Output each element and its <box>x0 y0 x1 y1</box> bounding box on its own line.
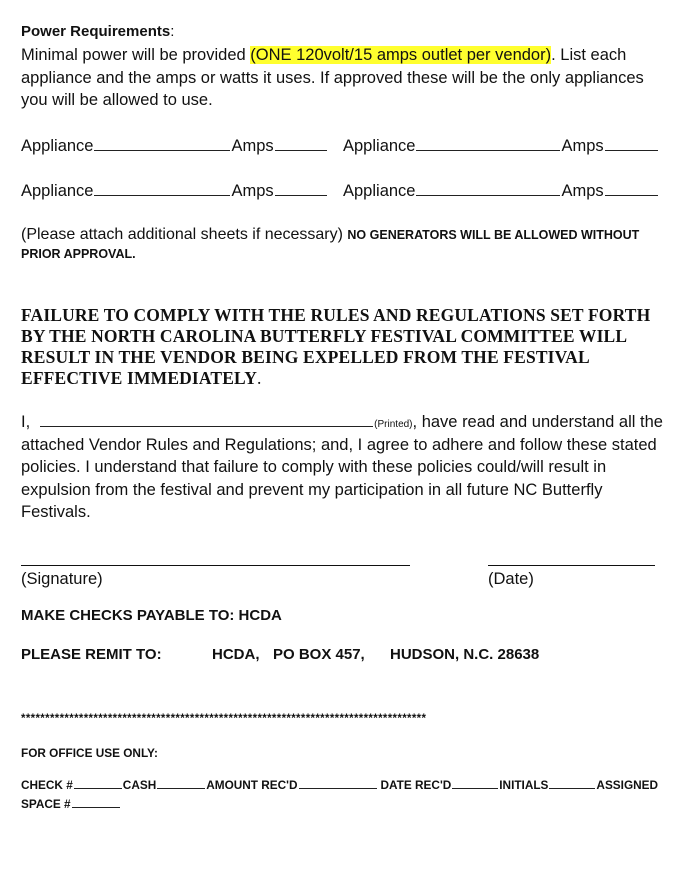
signature-line[interactable] <box>21 565 410 566</box>
power-outlet-highlight: (ONE 120volt/15 amps outlet per vendor) <box>250 46 552 64</box>
appliance-label: Appliance <box>343 182 416 200</box>
appliance-row-2-right <box>343 180 659 203</box>
amps-blank[interactable] <box>605 181 658 196</box>
appliance-blank[interactable] <box>94 136 230 151</box>
cash-blank[interactable] <box>157 777 205 789</box>
amount-blank[interactable] <box>299 777 377 789</box>
appliance-blank[interactable] <box>94 181 230 196</box>
printed-name-blank[interactable] <box>40 412 373 427</box>
initials-blank[interactable] <box>549 777 595 789</box>
appliance-label: Appliance <box>21 182 94 200</box>
warning-line4-text: EFFECTIVE IMMEDIATELY <box>21 368 258 388</box>
appliance-blank[interactable] <box>416 136 560 151</box>
attach-note-text: (Please attach additional sheets if necessary) <box>21 226 348 243</box>
agreement-line-5: Festivals. <box>21 503 91 521</box>
appliance-label: Appliance <box>343 137 416 155</box>
agreement-i: I, <box>21 413 31 431</box>
date-line[interactable] <box>488 565 655 566</box>
office-use-row <box>21 777 658 792</box>
assigned-label: ASSIGNED <box>596 778 659 792</box>
warning-line-1: FAILURE TO COMPLY WITH THE RULES AND REGULATIONS SET FORTH <box>21 305 651 325</box>
attach-note <box>21 226 639 244</box>
prior-approval-text: PRIOR APPROVAL. <box>21 247 136 261</box>
power-heading-text: Power Requirements <box>21 23 171 40</box>
amps-label: Amps <box>231 137 274 155</box>
appliance-blank[interactable] <box>416 181 560 196</box>
space-row <box>21 796 121 811</box>
signature-label: (Signature) <box>21 570 103 588</box>
agreement-line1-post: , have read and understand all the <box>412 413 663 431</box>
cash-label: CASH <box>122 778 157 792</box>
check-label: CHECK # <box>21 778 73 792</box>
space-label: SPACE # <box>21 797 71 811</box>
warning-line4-end: . <box>257 368 262 388</box>
agreement-line-4: expulsion from the festival and prevent my participation in all future NC Butterfly <box>21 481 603 499</box>
power-requirements-heading <box>21 23 174 40</box>
power-line-3: you will be allowed to use. <box>21 91 213 109</box>
warning-line-2: BY THE NORTH CAROLINA BUTTERFLY FESTIVAL COMMITTEE WILL <box>21 326 628 346</box>
office-use-heading: FOR OFFICE USE ONLY: <box>21 746 158 760</box>
date-received-label: DATE REC'D <box>380 778 452 792</box>
power-line1-pre: Minimal power will be provided <box>21 46 251 64</box>
appliance-row-2 <box>21 180 328 203</box>
date-label: (Date) <box>488 570 534 588</box>
remit-name: HCDA, <box>212 646 260 663</box>
warning-line-3: RESULT IN THE VENDOR BEING EXPELLED FROM THE FESTIVAL <box>21 347 590 367</box>
agreement-line-2: attached Vendor Rules and Regulations; and, I agree to adhere and follow these stated <box>21 436 657 454</box>
date-received-blank[interactable] <box>452 777 498 789</box>
agreement-line-1 <box>21 411 663 437</box>
amps-label: Amps <box>561 137 604 155</box>
amps-blank[interactable] <box>275 181 327 196</box>
amount-label: AMOUNT REC'D <box>206 778 298 792</box>
power-line-2: appliance and the amps or watts it uses. If approved these will be the only appliances <box>21 69 644 87</box>
remit-label: PLEASE REMIT TO: <box>21 646 162 663</box>
space-blank[interactable] <box>72 796 120 808</box>
appliance-label: Appliance <box>21 137 94 155</box>
appliance-row-1 <box>21 135 328 158</box>
check-blank[interactable] <box>74 777 122 789</box>
appliance-row-1-right <box>343 135 659 158</box>
amps-label: Amps <box>231 182 274 200</box>
asterisk-divider: ************************************************************************************ <box>21 713 427 725</box>
checks-payable: MAKE CHECKS PAYABLE TO: HCDA <box>21 607 282 624</box>
no-generators-text: NO GENERATORS WILL BE ALLOWED WITHOUT <box>347 228 640 242</box>
amps-blank[interactable] <box>275 136 327 151</box>
power-line1-post: . List each <box>551 46 627 64</box>
amps-label: Amps <box>561 182 604 200</box>
agreement-line-3: policies. I understand that failure to comply with these policies could/will result in <box>21 458 607 476</box>
power-line-1 <box>21 44 626 67</box>
warning-line-4 <box>21 368 262 390</box>
power-heading-colon: : <box>170 23 175 40</box>
remit-po-box: PO BOX 457, <box>273 646 365 663</box>
initials-label: INITIALS <box>499 778 549 792</box>
remit-city: HUDSON, N.C. 28638 <box>390 646 540 663</box>
amps-blank[interactable] <box>605 136 658 151</box>
printed-label: (Printed) <box>374 419 413 430</box>
